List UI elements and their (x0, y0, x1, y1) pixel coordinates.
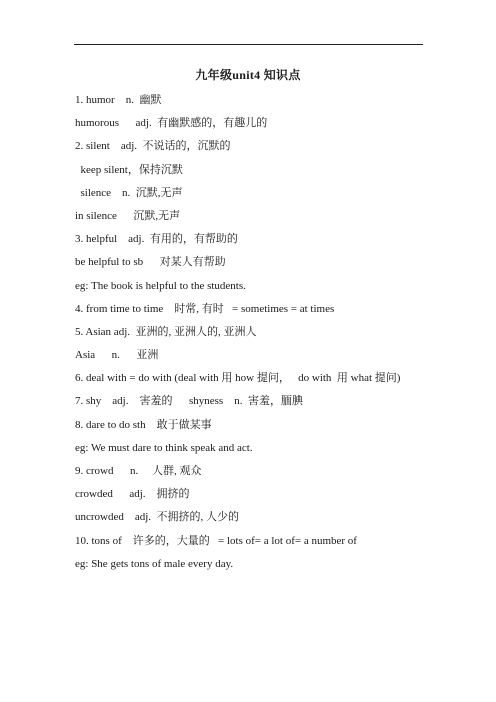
notes-body (75, 93, 435, 580)
note-line: be helpful to sb 对某人有帮助 (75, 256, 226, 269)
note-line: 2. silent adj. 不说话的，沉默的 (75, 140, 231, 153)
note-line: 3. helpful adj. 有用的，有帮助的 (75, 233, 238, 246)
note-line: humorous adj. 有幽默感的，有趣儿的 (75, 117, 268, 130)
note-line: 7. shy adj. 害羞的 shyness n. 害羞，腼腆 (75, 395, 303, 408)
note-line: 5. Asian adj. 亚洲的, 亚洲人的, 亚洲人 (75, 325, 257, 338)
note-line: in silence 沉默,无声 (75, 209, 181, 222)
note-line: 1. humor n. 幽默 (75, 94, 162, 106)
note-line: 8. dare to do sth 敢于做某事 (75, 418, 212, 431)
note-line: eg: We must dare to think speak and act. (75, 441, 253, 454)
note-line: 9. crowd n. 人群, 观众 (75, 465, 202, 477)
header-rule (74, 44, 423, 45)
document-title: 九年级unit4 知识点 (195, 68, 301, 82)
note-line: 4. from time to time 时常, 有时 = sometimes = at times (75, 302, 335, 315)
note-line: eg: She gets tons of male every day. (75, 557, 234, 570)
note-line: Asia n. 亚洲 (75, 349, 159, 362)
note-line: 6. deal with = do with (deal with 用 how 提问， do with 用 what 提问) (75, 372, 401, 385)
note-line: 10. tons of 许多的，大量的 = lots of= a lot of= a number of (75, 534, 357, 547)
note-line: uncrowded adj. 不拥挤的, 人少的 (75, 511, 240, 524)
note-line: silence n. 沉默,无声 (75, 186, 183, 199)
note-line: keep silent，保持沉默 (75, 163, 183, 176)
note-line: eg: The book is helpful to the students. (75, 279, 246, 292)
note-line: crowded adj. 拥挤的 (75, 488, 190, 501)
